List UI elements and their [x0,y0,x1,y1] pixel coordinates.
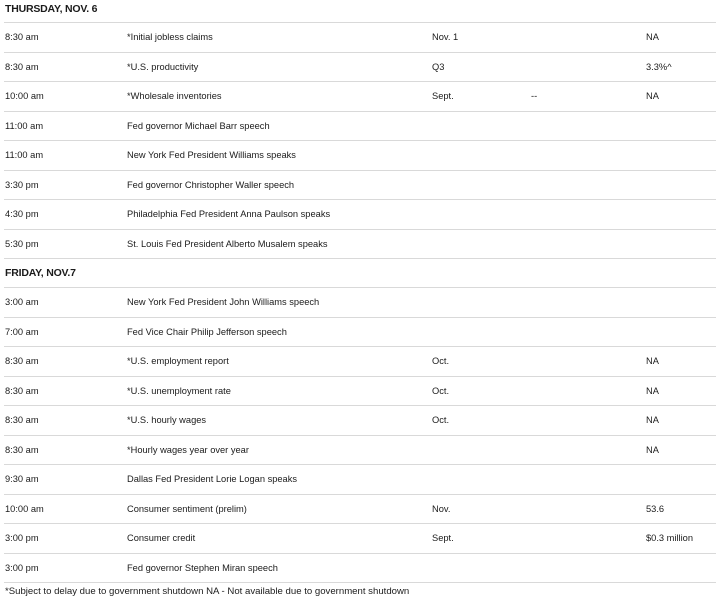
event-cell: Philadelphia Fed President Anna Paulson speaks [127,209,331,219]
table-row [4,347,716,377]
table-row [4,112,716,142]
previous-cell: NA [646,385,659,396]
previous-cell: NA [646,415,659,425]
table-row [4,230,716,260]
table-row [4,465,716,495]
previous-cell: 3.3%^ [646,61,672,72]
time-cell: 11:00 am [5,150,44,160]
time-cell: 3:30 pm [5,179,39,190]
previous-cell: NA [646,444,659,455]
previous-cell: NA [646,91,659,101]
event-cell: Fed governor Stephen Miran speech [127,562,278,573]
event-cell: Fed governor Michael Barr speech [127,120,270,131]
time-cell: 4:30 pm [5,209,39,219]
period-cell: Q3 [432,61,445,72]
time-cell: 8:30 am [5,415,39,425]
day-header: THURSDAY, NOV. 6 [4,0,716,23]
time-cell: 5:30 pm [5,238,39,249]
event-cell: New York Fed President John Williams speech [127,297,320,307]
table-row [4,23,716,53]
event-cell: Fed Vice Chair Philip Jefferson speech [127,326,287,337]
previous-cell: NA [646,32,659,42]
period-cell: Sept. [432,533,454,543]
event-cell: St. Louis Fed President Alberto Musalem speaks [127,238,328,249]
forecast-cell: -- [531,91,538,101]
period-cell: Sept. [432,91,454,101]
time-cell: 7:00 am [5,326,39,337]
previous-cell: $0.3 million [646,533,694,543]
period-cell: Oct. [432,356,450,366]
event-cell: *Wholesale inventories [127,91,222,101]
event-cell: *U.S. unemployment rate [127,385,231,396]
time-cell: 11:00 am [5,120,44,131]
event-cell: *U.S. productivity [127,61,199,72]
time-cell: 8:30 am [5,444,39,455]
day-header: FRIDAY, NOV.7 [4,259,716,288]
event-cell: *U.S. hourly wages [127,415,207,425]
previous-cell: NA [646,356,659,366]
event-cell: *Hourly wages year over year [127,444,249,455]
table-row [4,141,716,171]
period-cell: Oct. [432,385,450,396]
table-row [4,495,716,525]
table-row [4,318,716,348]
table-row [4,53,716,83]
table-row [4,524,716,554]
table-row [4,377,716,407]
time-cell: 10:00 am [5,91,44,101]
table-row [4,171,716,201]
event-cell: Consumer credit [127,533,196,543]
event-cell: Dallas Fed President Lorie Logan speaks [127,474,298,484]
event-cell: Fed governor Christopher Waller speech [127,179,295,190]
footnote: *Subject to delay due to government shutdown NA - Not available due to government shutdown [5,586,410,597]
table-row [4,200,716,230]
table-row [4,82,716,112]
time-cell: 8:30 am [5,356,39,366]
table-row [4,554,716,584]
time-cell: 3:00 pm [5,562,39,573]
table-row [4,406,716,436]
time-cell: 9:30 am [5,474,39,484]
event-cell: *Initial jobless claims [127,32,213,42]
period-cell: Oct. [432,415,450,425]
calendar-body [4,0,716,583]
period-cell: Nov. 1 [432,32,459,42]
time-cell: 3:00 pm [5,533,39,543]
time-cell: 3:00 am [5,297,39,307]
table-row [4,288,716,318]
event-cell: New York Fed President Williams speaks [127,150,296,160]
table-row [4,436,716,466]
previous-cell: 53.6 [646,503,665,514]
time-cell: 10:00 am [5,503,44,514]
period-cell: Nov. [432,503,451,514]
event-cell: *U.S. employment report [127,356,229,366]
time-cell: 8:30 am [5,61,39,72]
event-cell: Consumer sentiment (prelim) [127,503,247,514]
time-cell: 8:30 am [5,32,39,42]
time-cell: 8:30 am [5,385,39,396]
